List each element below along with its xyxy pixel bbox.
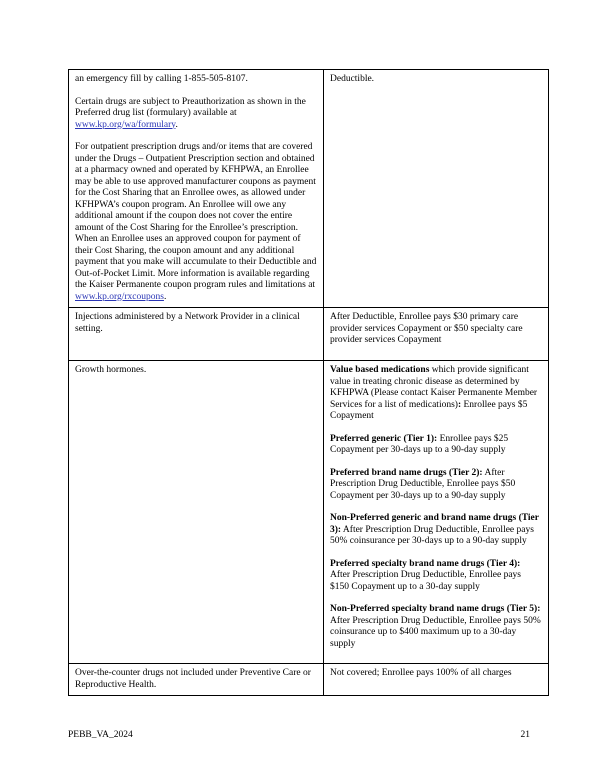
paragraph-text: Injections administered by a Network Provider in a clinical setting. bbox=[75, 312, 300, 334]
bold-lead: : bbox=[457, 399, 462, 410]
paragraph-text: Enrollee pays $5 Copayment bbox=[330, 399, 528, 421]
paragraph-text: Over-the-counter drugs not included under Preventive Care or Reproductive Health. bbox=[75, 668, 311, 690]
paragraph-text: Deductible. bbox=[330, 74, 375, 84]
paragraph-text: After Prescription Drug Deductible, Enrollee pays 50% coinsurance up to $400 maximum up to a 30-day supply bbox=[330, 615, 541, 649]
paragraph bbox=[75, 668, 317, 691]
paragraph-text: After Deductible, Enrollee pays $30 primary care provider services Copayment or $50 specialty care provider services Copayment bbox=[330, 312, 523, 345]
cell-growth-hormones bbox=[69, 361, 324, 664]
paragraph bbox=[75, 142, 317, 303]
footer-page-number: 21 bbox=[520, 730, 530, 740]
bold-lead: Preferred brand name drugs (Tier 2): bbox=[330, 467, 483, 478]
bold-lead: Value based medications bbox=[330, 365, 430, 375]
cell-otc-not-covered bbox=[324, 664, 549, 696]
paragraph-text: . bbox=[163, 291, 167, 302]
paragraph-text: After Prescription Drug Deductible, Enrollee pays $50 Copayment per 30-days up to a 90-day supply bbox=[330, 467, 516, 501]
paragraph bbox=[330, 434, 542, 457]
bold-lead: Preferred generic (Tier 1): bbox=[330, 433, 438, 444]
paragraph-text: an emergency fill by calling 1-855-505-8107. bbox=[75, 74, 248, 84]
paragraph-text: Enrollee pays $25 Copayment per 30-days up to a 90-day supply bbox=[330, 433, 509, 455]
cell-deductible bbox=[324, 70, 549, 308]
paragraph bbox=[330, 312, 542, 347]
paragraph-text: Growth hormones. bbox=[75, 365, 147, 375]
bold-lead: Non-Preferred generic and brand name drugs (Tier 3): bbox=[330, 513, 539, 535]
table-row bbox=[69, 308, 549, 361]
table-row bbox=[69, 361, 549, 664]
paragraph bbox=[75, 74, 317, 86]
paragraph-text: Not covered; Enrollee pays 100% of all charges bbox=[330, 668, 512, 678]
paragraph bbox=[75, 365, 317, 377]
paragraph bbox=[330, 559, 542, 594]
paragraph-text: . bbox=[175, 119, 178, 130]
paragraph bbox=[330, 604, 542, 650]
paragraph bbox=[330, 74, 542, 86]
paragraph bbox=[330, 513, 542, 548]
paragraph-text: After Prescription Drug Deductible, Enrollee pays 50% coinsurance per 30-days up to a 90-day supply bbox=[330, 524, 534, 546]
cell-injections-cost bbox=[324, 308, 549, 361]
paragraph bbox=[330, 365, 542, 423]
bold-lead: Preferred specialty brand name drugs (Tier 4): bbox=[330, 558, 521, 569]
table-row bbox=[69, 70, 549, 308]
paragraph bbox=[330, 468, 542, 503]
footer-document-id: PEBB_VA_2024 bbox=[68, 730, 133, 740]
benefits-table bbox=[68, 69, 549, 696]
bold-lead: Non-Preferred specialty brand name drugs (Tier 5): bbox=[330, 604, 541, 614]
paragraph-text: After Prescription Drug Deductible, Enrollee pays $150 Copayment up to a 30-day supply bbox=[330, 570, 521, 592]
table-row bbox=[69, 664, 549, 696]
paragraph bbox=[330, 668, 542, 680]
cell-drug-tiers bbox=[324, 361, 549, 664]
paragraph bbox=[75, 312, 317, 335]
cell-emergency-fill-description bbox=[69, 70, 324, 308]
cell-injections bbox=[69, 308, 324, 361]
rxcoupons-link[interactable]: www.kp.org/rxcoupons bbox=[75, 291, 164, 302]
cell-otc-drugs bbox=[69, 664, 324, 696]
paragraph bbox=[75, 97, 317, 132]
page-footer bbox=[68, 729, 530, 741]
paragraph-text: which provide significant value in treating chronic disease as determined by KFHPWA (Please contact Kaiser Permanente Member Services for a list of medications) bbox=[330, 365, 538, 410]
paragraph-text: Certain drugs are subject to Preauthorization as shown in the Preferred drug list (formulary) available at bbox=[75, 96, 306, 118]
paragraph-text: For outpatient prescription drugs and/or items that are covered under the Drugs – Outpatient Prescription section and obtained at a pharmacy owned and operated by KFHPWA, an Enrollee may be able to use approved manufacturer coupons as payment for the Cost Sharing that an Enrollee owes, as allowed under KFHPWA’s coupon program. An Enrollee will owe any additional amount if the coupon does not cover the entire amount of the Cost Sharing for the Enrollee’s prescription. When an Enrollee uses an approved coupon for payment of their Cost Sharing, the coupon amount and any additional payment that you make will accumulate to their Deductible and Out-of-Pocket Limit. More information is available regarding the Kaiser Permanente coupon program rules and limitations at bbox=[75, 142, 317, 290]
formulary-link[interactable]: www.kp.org/wa/formulary bbox=[75, 119, 176, 130]
